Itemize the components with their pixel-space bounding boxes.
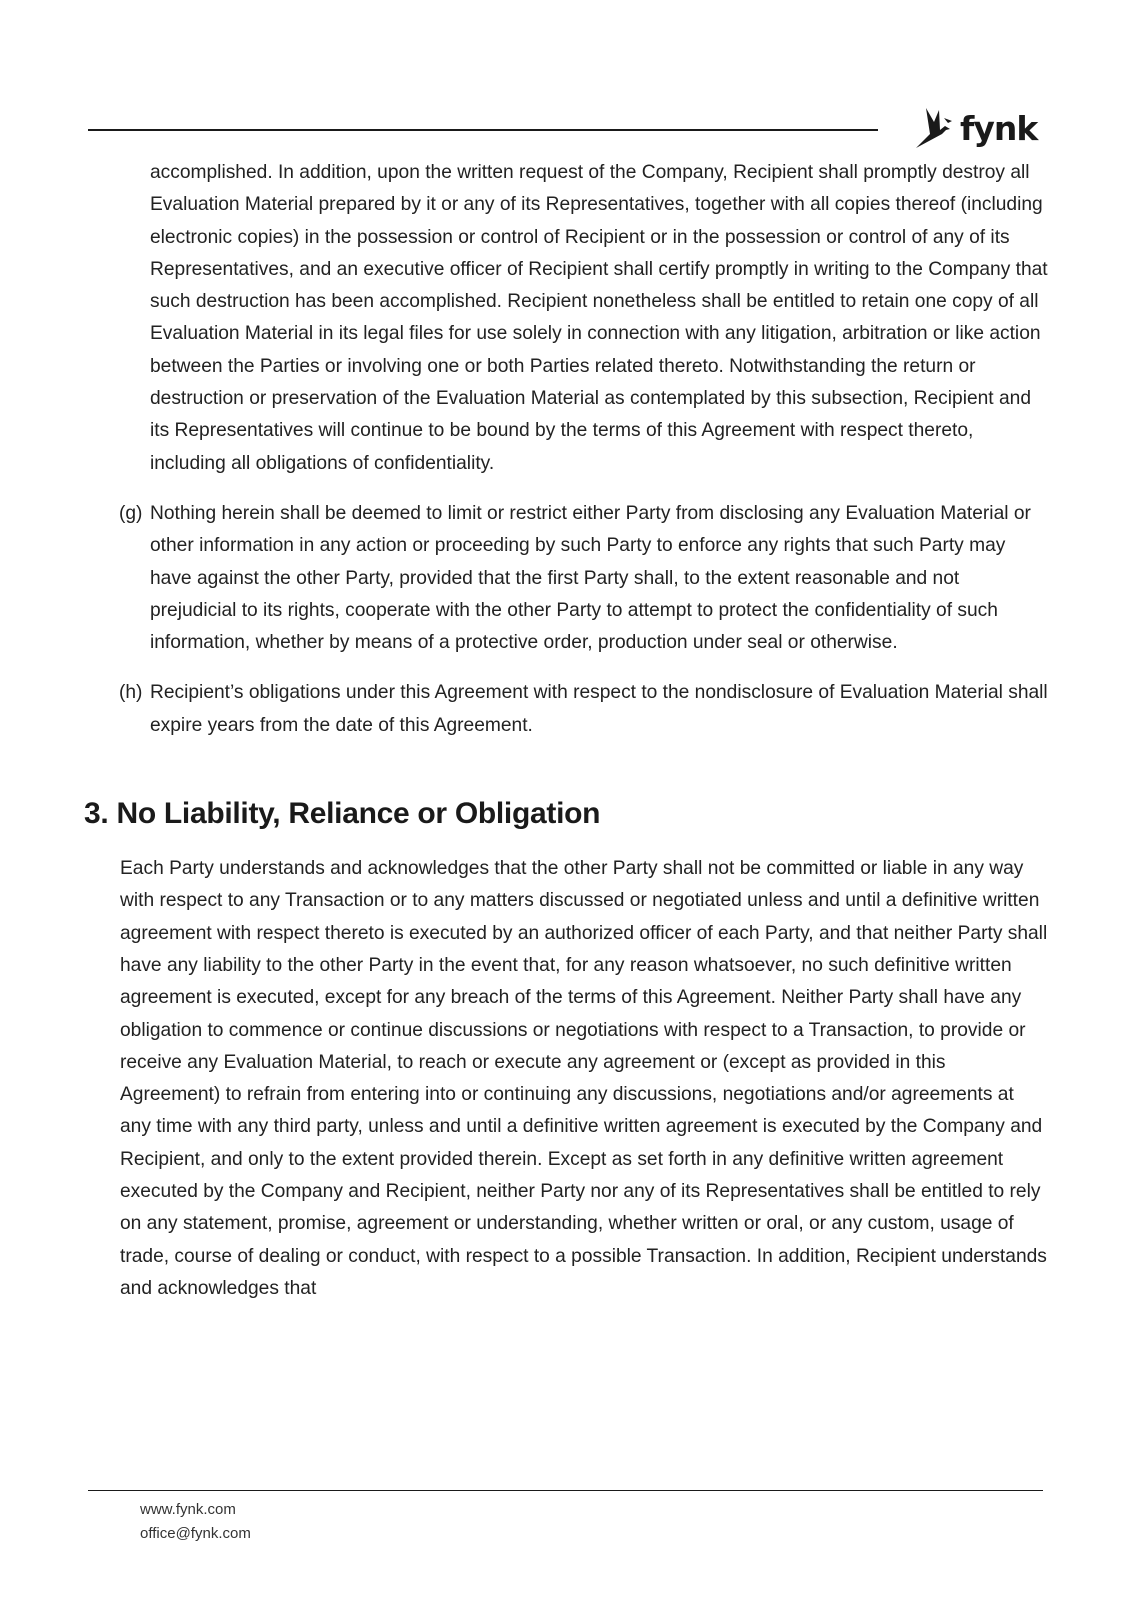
list-item-text: Recipient’s obligations under this Agreement with respect to the nondisclosure of Evaluation Material shall expire years from the date of this Agreement. <box>150 682 1048 736</box>
header-divider <box>88 129 878 131</box>
document-body <box>0 157 1131 1305</box>
brand-name: fynk <box>960 108 1038 148</box>
section-paragraph: Each Party understands and acknowledges that the other Party shall not be committed or liable in any way with respect to any Transaction or to any matters discussed or negotiated unless and until a definitive written agreement with respect thereto is executed by an authorized officer of each Party, and that neither Party shall have any liability to the other Party in the event that, for any reason whatsoever, no such definitive written agreement is executed, except for any breach of the terms of this Agreement. Neither Party shall have any obligation to commence or continue discussions or negotiations with respect to a Transaction, to provide or receive any Evaluation Material, to reach or execute any agreement or (except as provided in this Agreement) to refrain from entering into or continuing any discussions, negotiations and/or agreements at any time with any third party, unless and until a definitive written agreement is executed by the Company and Recipient, and only to the extent provided therein. Except as set forth in any definitive written agreement executed by the Company and Recipient, neither Party nor any of its Representatives shall be entitled to rely on any statement, promise, agreement or understanding, whether written or oral, or any custom, usage of trade, course of dealing or conduct, with respect to a possible Transaction. In addition, Recipient understands and acknowledges that <box>120 858 1048 1299</box>
section-heading: 3. No Liability, Reliance or Obligation <box>84 797 601 831</box>
continuation-paragraph: accomplished. In addition, upon the written request of the Company, Recipient shall promptly destroy all Evaluation Material prepared by it or any of its Representatives, together with all copies thereof (including electronic copies) in the possession or control of Recipient or in the possession or control of any of its Representatives, and an executive officer of Recipient shall certify promptly in writing to the Company that such destruction has been accomplished. Recipient nonetheless shall be entitled to retain one copy of all Evaluation Material in its legal files for use solely in connection with any litigation, arbitration or like action between the Parties or involving one or both Parties related thereto. Notwithstanding the return or destruction or preservation of the Evaluation Material as contemplated by this subsection, Recipient and its Representatives will continue to be bound by the terms of this Agreement with respect thereto, including all obligations of confidentiality. <box>150 162 1048 474</box>
list-item-h <box>119 677 1050 742</box>
bird-logo-icon <box>912 104 956 152</box>
fynk-logo <box>912 104 1037 152</box>
list-item-g <box>119 498 1050 659</box>
footer-email-link[interactable]: office@fynk.com <box>140 1525 251 1542</box>
footer-divider <box>88 1490 1043 1491</box>
list-item-label: (h) <box>119 682 143 704</box>
list-item-text: Nothing herein shall be deemed to limit or restrict either Party from disclosing any Evaluation Material or other information in any action or proceeding by such Party to enforce any rights that such Party may have against the other Party, provided that the first Party shall, to the extent reasonable and not prejudicial to its rights, cooperate with the other Party to attempt to protect the confidentiality of such information, whether by means of a protective order, production under seal or otherwise. <box>150 502 1031 654</box>
footer-website-link[interactable]: www.fynk.com <box>140 1501 236 1518</box>
list-item-label: (g) <box>119 502 143 524</box>
